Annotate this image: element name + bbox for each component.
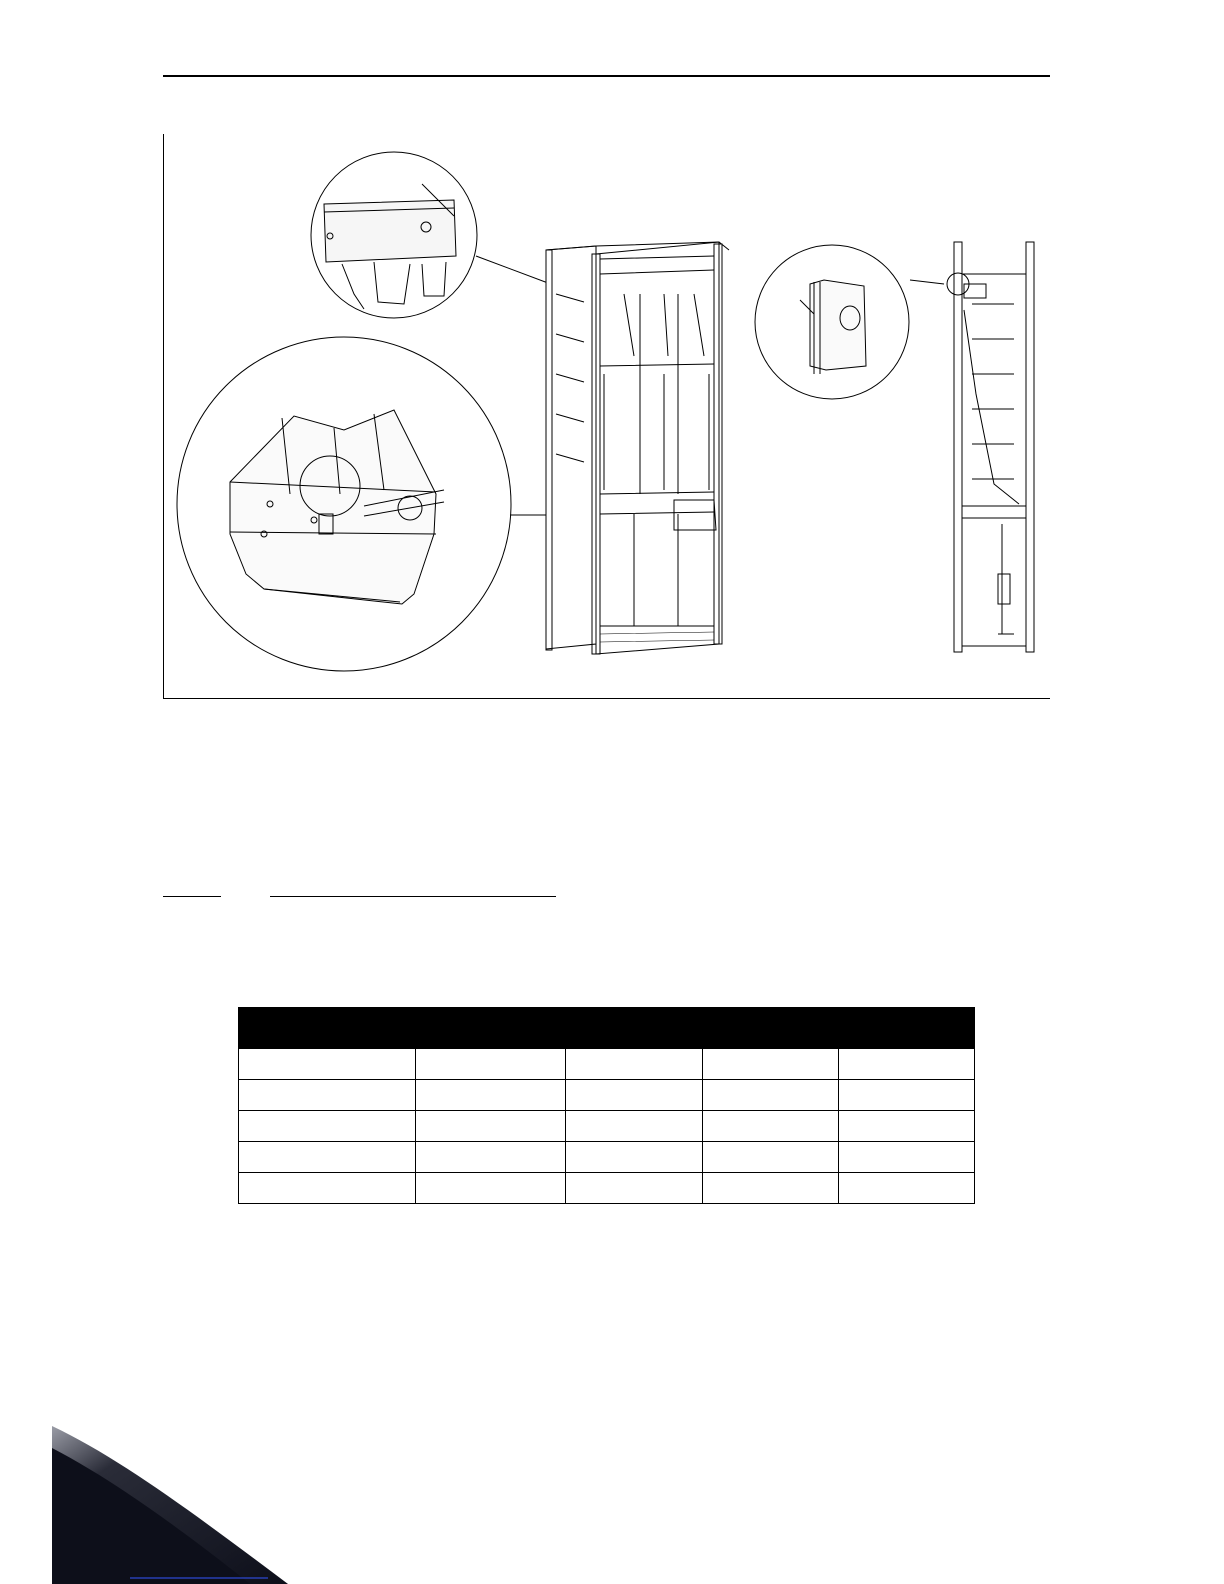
table-cell: [839, 1080, 975, 1111]
table-row: [239, 1080, 975, 1111]
section-title-underline: [270, 896, 556, 897]
table-row: [239, 1049, 975, 1080]
header-rule: [163, 75, 1050, 77]
figure-frame: [163, 134, 1050, 699]
table-cell: [703, 1111, 839, 1142]
table-cell: [239, 1173, 416, 1204]
table-row: [239, 1142, 975, 1173]
table-cell: [839, 1142, 975, 1173]
table-cell: [239, 1142, 416, 1173]
detail-circle-right: [755, 245, 944, 399]
table-cell: [703, 1142, 839, 1173]
table-cell: [839, 1049, 975, 1080]
table-row: [239, 1173, 975, 1204]
table-row: [239, 1111, 975, 1142]
table-cell: [839, 1173, 975, 1204]
detail-circle-top: [311, 152, 556, 318]
table-header-cell: [839, 1008, 975, 1049]
table-cell: [703, 1173, 839, 1204]
table-cell: [239, 1049, 416, 1080]
table-cell: [416, 1173, 566, 1204]
detail-circle-bottom: [177, 337, 604, 671]
specification-table: [238, 1007, 975, 1204]
table-header-cell: [566, 1008, 703, 1049]
cabinet-assembly-drawing: [164, 134, 1051, 699]
table-cell: [839, 1111, 975, 1142]
table-cell: [416, 1049, 566, 1080]
table-cell: [416, 1111, 566, 1142]
table-header-cell: [703, 1008, 839, 1049]
table-cell: [566, 1049, 703, 1080]
table-cell: [416, 1142, 566, 1173]
table-cell: [416, 1080, 566, 1111]
cabinet-side-view: [947, 242, 1034, 652]
table-cell: [566, 1142, 703, 1173]
cabinet-front-view: [546, 242, 729, 654]
table-cell: [239, 1080, 416, 1111]
table-cell: [703, 1049, 839, 1080]
table-header-cell: [416, 1008, 566, 1049]
table-cell: [566, 1173, 703, 1204]
footer-corner-graphic: [0, 1418, 300, 1584]
table-header-row: [239, 1008, 975, 1049]
table-cell: [703, 1080, 839, 1111]
table-header-cell: [239, 1008, 416, 1049]
table-cell: [239, 1111, 416, 1142]
table-cell: [566, 1080, 703, 1111]
table-cell: [566, 1111, 703, 1142]
section-number-underline: [163, 896, 221, 897]
